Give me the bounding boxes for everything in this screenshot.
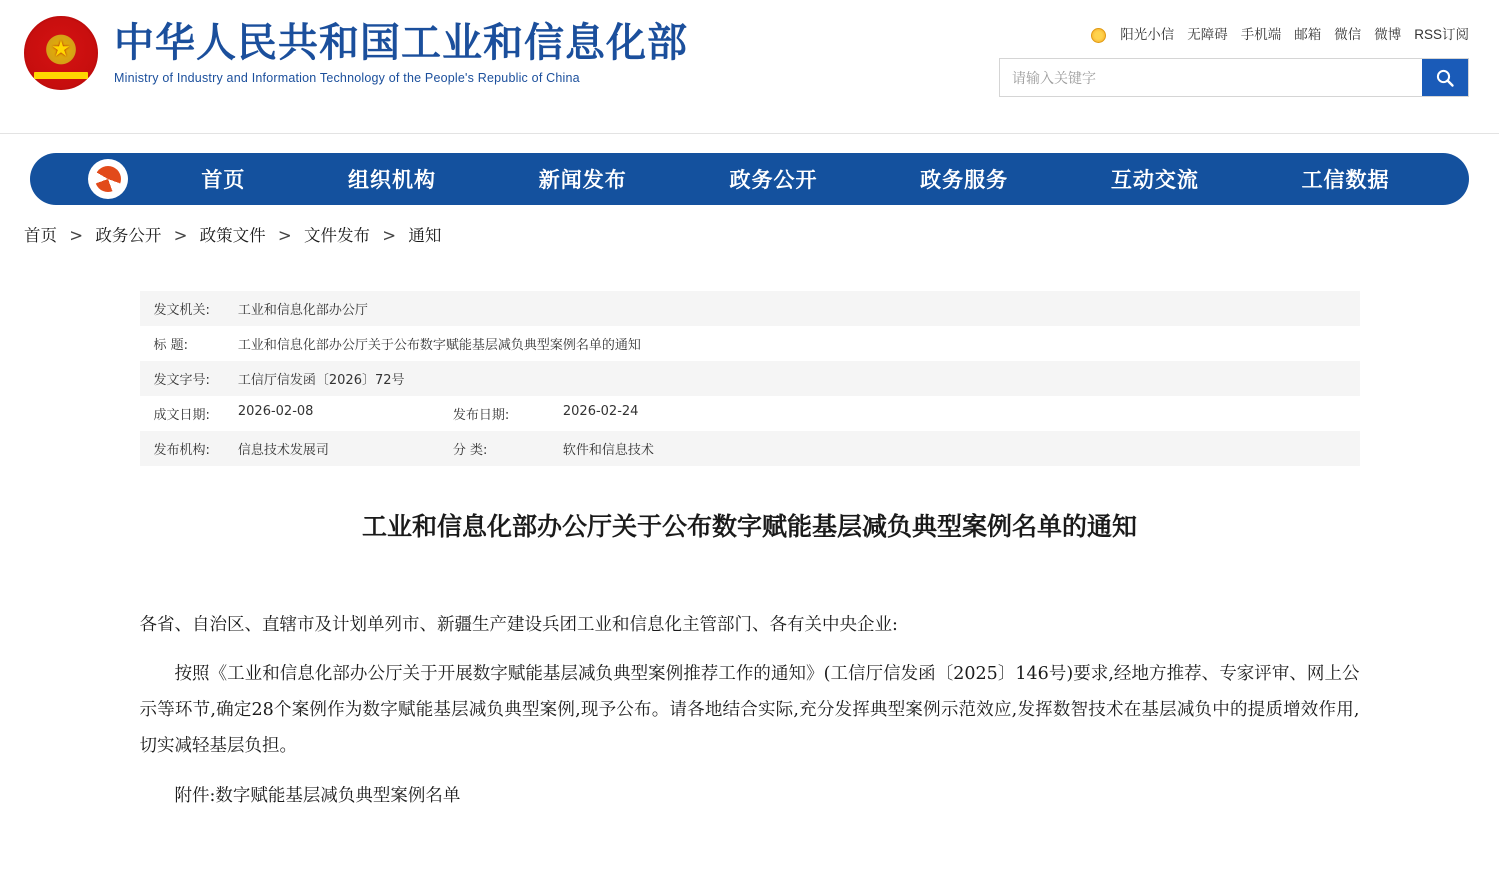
search-button[interactable] (1422, 59, 1468, 96)
meta-value-document-number: 工信厅信发函〔2026〕72号 (237, 373, 405, 388)
meta-value-title[interactable]: 工业和信息化部办公厅关于公布数字赋能基层减负典型案例名单的通知 (237, 338, 641, 353)
main-nav (30, 153, 1469, 205)
utility-links (999, 22, 1469, 44)
main-nav-wrapper (0, 134, 1499, 205)
meta-row-document-number (140, 361, 1360, 396)
search-bar (999, 58, 1469, 97)
site-title-cn: 中华人民共和国工业和信息化部 (114, 19, 688, 66)
meta-value-issuing-agency[interactable]: 工业和信息化部办公厅 (237, 303, 368, 318)
document-container (140, 291, 1360, 815)
article-paragraph-1: 按照《工业和信息化部办公厅关于开展数字赋能基层减负典型案例推荐工作的通知》(工信厅信发函〔2025〕146号)要求,经地方推荐、专家评审、网上公示等环节,确定28个案例作为数字赋能基层减负典型案例,现予公布。请各地结合实际,充分发挥典型案例示范效应,发挥数智技术在基层减负中的提质增效作用,切实减轻基层负担。 (139, 664, 1360, 757)
meta-label-document-number: 发文字号: (153, 373, 210, 388)
site-title-en: Ministry of Industry and Information Technology of the People's Republic of China (114, 71, 580, 86)
breadcrumb-separator: > (173, 226, 188, 245)
breadcrumb-separator: > (382, 226, 397, 245)
util-link-mobile[interactable]: 手机端 (1240, 27, 1282, 42)
breadcrumb-item-notice[interactable]: 通知 (408, 226, 442, 245)
meta-label-issuing-agency: 发文机关: (153, 303, 210, 318)
article-attachment-line: 附件:数字赋能基层减负典型案例名单 (174, 786, 461, 806)
util-link-weibo[interactable]: 微博 (1374, 27, 1402, 42)
breadcrumb (0, 205, 1499, 246)
header-right-panel (999, 22, 1469, 97)
site-logo-block[interactable] (24, 16, 688, 90)
nav-item-government-services[interactable]: 政务服务 (920, 168, 1009, 192)
meta-label-publishing-org: 发布机构: (153, 443, 210, 458)
breadcrumb-item-home[interactable]: 首页 (24, 226, 57, 245)
page-title: 工业和信息化部办公厅关于公布数字赋能基层减负典型案例名单的通知 (361, 512, 1137, 541)
meta-value-publishing-org[interactable]: 信息技术发展司 (237, 443, 329, 458)
meta-label-category: 分 类: (452, 443, 488, 458)
util-link-sunshine[interactable]: 阳光小信 (1120, 27, 1175, 42)
sun-icon (1091, 28, 1106, 43)
nav-item-interaction[interactable]: 互动交流 (1110, 168, 1199, 192)
meta-row-org-category (140, 431, 1360, 466)
site-header (0, 0, 1499, 134)
nav-item-government-affairs[interactable]: 政务公开 (729, 168, 818, 192)
article-body (140, 608, 1360, 815)
meta-row-issuing-agency (140, 291, 1360, 326)
breadcrumb-item-policy-documents[interactable]: 政策文件 (199, 226, 266, 245)
nav-item-data[interactable]: 工信数据 (1301, 168, 1390, 192)
breadcrumb-item-document-release[interactable]: 文件发布 (303, 226, 370, 245)
meta-value-drafted-date: 2026-02-08 (237, 404, 314, 419)
meta-value-category[interactable]: 软件和信息技术 (562, 443, 654, 458)
breadcrumb-separator: > (277, 226, 292, 245)
meta-value-published-date: 2026-02-24 (562, 404, 639, 419)
util-link-mail[interactable]: 邮箱 (1294, 27, 1322, 42)
breadcrumb-item-government-affairs[interactable]: 政务公开 (95, 226, 162, 245)
util-link-rss[interactable]: RSS订阅 (1414, 27, 1469, 42)
article-salutation: 各省、自治区、直辖市及计划单列市、新疆生产建设兵团工业和信息化主管部门、各有关中央企业: (139, 614, 898, 635)
national-emblem-icon (24, 16, 98, 90)
search-input[interactable] (1000, 59, 1422, 96)
breadcrumb-separator: > (69, 226, 84, 245)
document-meta-table (140, 291, 1360, 466)
util-link-wechat[interactable]: 微信 (1334, 27, 1362, 42)
meta-row-dates (140, 396, 1360, 431)
nav-item-home[interactable]: 首页 (201, 168, 246, 192)
ministry-mark-icon (88, 159, 128, 199)
meta-label-published-date: 发布日期: (452, 408, 510, 423)
nav-item-news[interactable]: 新闻发布 (538, 168, 627, 192)
meta-label-title: 标 题: (153, 338, 189, 353)
search-icon (1435, 68, 1455, 88)
meta-row-title (140, 326, 1360, 361)
util-link-accessibility[interactable]: 无障碍 (1187, 27, 1228, 42)
meta-label-drafted-date: 成文日期: (153, 408, 210, 423)
nav-item-organization[interactable]: 组织机构 (348, 168, 437, 192)
